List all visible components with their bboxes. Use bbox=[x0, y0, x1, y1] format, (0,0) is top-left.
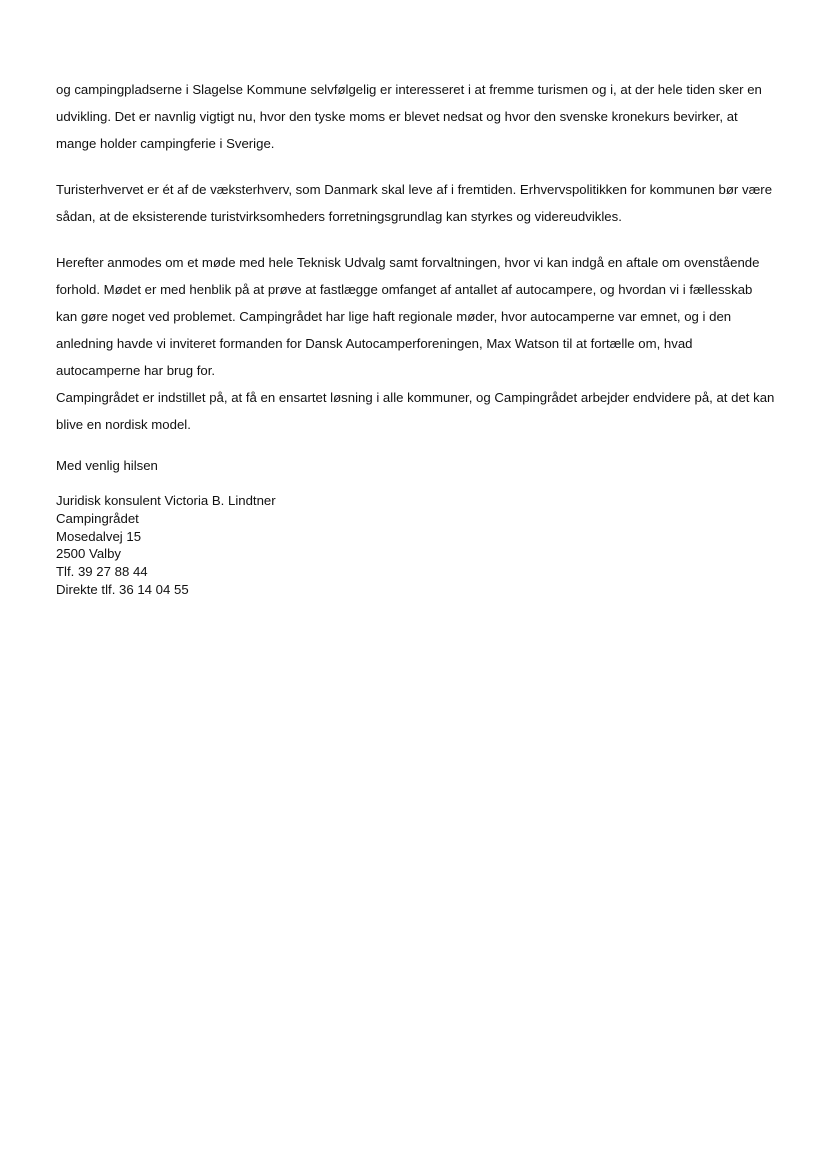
signature-block bbox=[56, 492, 776, 599]
paragraph-meeting-request: Herefter anmodes om et møde med hele Teknisk Udvalg samt forvaltningen, hvor vi kan indgå en aftale om ovenstående forhold. Mødet er med henblik på at prøve at fastlægge omfanget af antallet af autocampere, og hvordan vi i fællesskab kan gøre noget ved problemet. Campingrådet har lige haft regionale møder, hvor autocamperne var emnet, og i den anledning havde vi inviteret formanden for Dansk Autocamperforeningen, Max Watson til at fortælle om, hvad autocamperne har brug for. bbox=[56, 255, 760, 378]
signature-city: 2500 Valby bbox=[56, 546, 122, 562]
signature-street: Mosedalvej 15 bbox=[56, 528, 142, 544]
letter-page bbox=[56, 76, 776, 599]
signature-name: Juridisk konsulent Victoria B. Lindtner bbox=[56, 493, 276, 508]
signature-direct-phone: Direkte tlf. 36 14 04 55 bbox=[56, 581, 189, 597]
paragraph-tourism-development: og campingpladserne i Slagelse Kommune selvfølgelig er interesseret i at fremme turismen og i, at der hele tiden sker en udvikling. Det er navnlig vigtigt nu, hvor den tyske moms er blevet nedsat og hvor den svenske kronekurs bevirker, at mange holder campingferie i Sverige. bbox=[56, 82, 762, 151]
signature-phone: Tlf. 39 27 88 44 bbox=[56, 564, 148, 580]
paragraph-growth-industry: Turisterhvervet er ét af de væksterhverv, som Danmark skal leve af i fremtiden. Erhvervspolitikken for kommunen bør være sådan, at de eksisterende turistvirksomheders forretningsgrundlag kan styrkes og videreudvikles. bbox=[56, 182, 773, 224]
signature-organization: Campingrådet bbox=[56, 510, 139, 526]
closing-salutation: Med venlig hilsen bbox=[56, 458, 158, 473]
paragraph-uniform-solution: Campingrådet er indstillet på, at få en ensartet løsning i alle kommuner, og Campingrådet arbejder endvidere på, at det kan blive en nordisk model. bbox=[56, 390, 775, 432]
